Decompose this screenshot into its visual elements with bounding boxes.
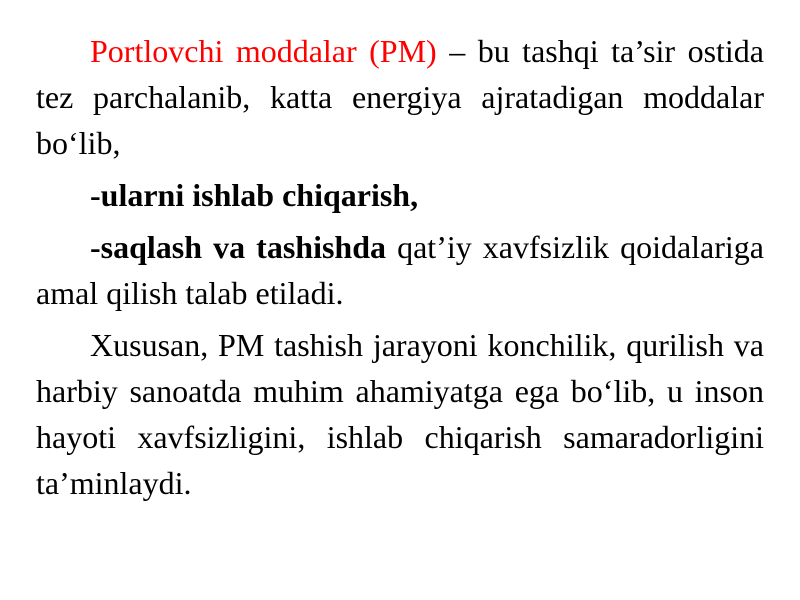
term-highlight: Portlovchi moddalar (PM) [90, 33, 437, 69]
paragraph-production [36, 172, 764, 218]
storage-text: qat’iy xavfsizlik qoidalariga amal qilish talab etiladi. [36, 229, 765, 311]
slide-body [36, 28, 764, 506]
definition-text: – bu tashqi ta’sir ostida tez parchalanib, katta energiya ajratadigan moddalar bo‘lib, [36, 33, 765, 161]
importance-text: Xususan, PM tashish jarayoni konchilik, qurilish va harbiy sanoatda muhim ahamiyatga ega bo‘lib, u inson hayoti xavfsizligini, ishlab chiqarish samaradorligini ta’minlaydi. [36, 327, 764, 501]
paragraph-importance [36, 322, 764, 506]
storage-item: -saqlash va tashishda [90, 229, 387, 265]
paragraph-definition [36, 28, 764, 166]
paragraph-storage [36, 224, 764, 316]
production-item: -ularni ishlab chiqarish, [90, 177, 419, 213]
